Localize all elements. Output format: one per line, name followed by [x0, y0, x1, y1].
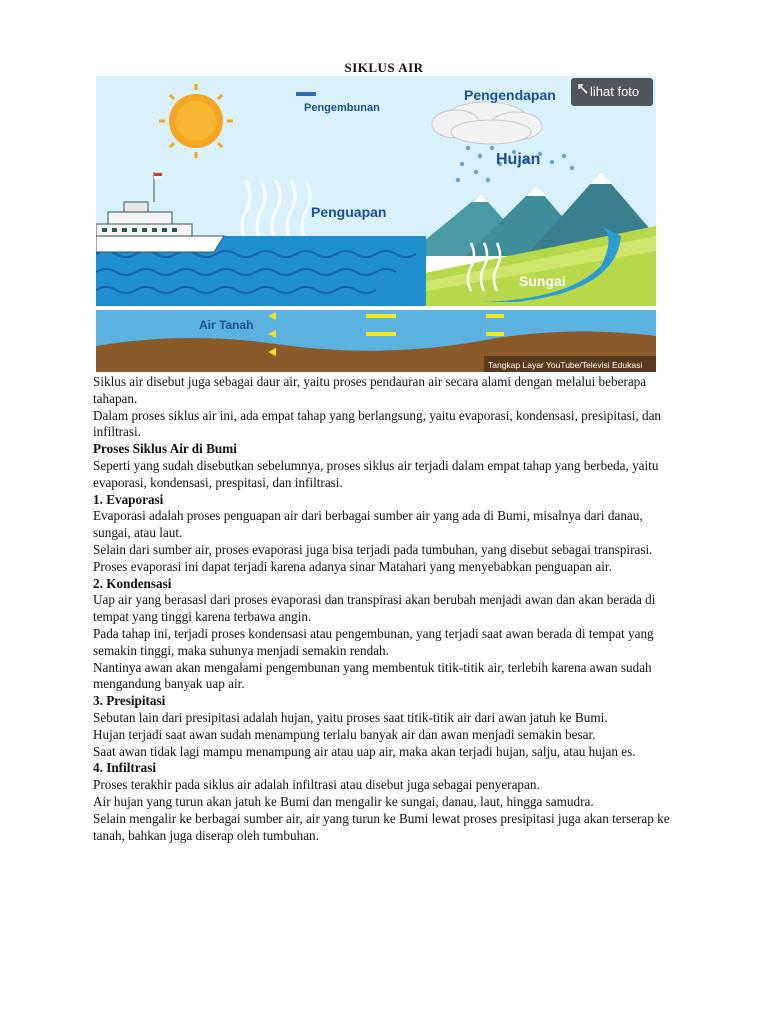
condensation-marker	[296, 92, 316, 96]
water-cycle-illustration	[96, 76, 656, 372]
section-heading: 2. Kondensasi	[93, 575, 172, 591]
label-air-tanah: Air Tanah	[199, 318, 254, 332]
paragraph: Evaporasi adalah proses penguapan air dari berbagai sumber air yang ada di Bumi, misalnya dari danau, sungai, atau laut.	[93, 508, 643, 541]
label-hujan: Hujan	[496, 151, 541, 168]
view-photo-button[interactable]	[571, 78, 653, 106]
water-cycle-svg	[96, 76, 656, 372]
section-heading: 4. Infiltrasi	[93, 760, 157, 776]
paragraph: Saat awan tidak lagi mampu menampung air atau uap air, maka akan terjadi hujan, salju, atau hujan es.	[93, 743, 636, 759]
paragraph: Selain mengalir ke berbagai sumber air, air yang turun ke Bumi lewat proses presipitasi juga akan terserap ke tanah, bahkan juga diserap oleh tumbuhan.	[93, 810, 670, 843]
paragraph: Uap air yang berasasl dari proses evaporasi dan transpirasi akan berubah menjadi awan dan akan berada di tempat yang tinggi karena terbawa angin.	[93, 592, 656, 625]
label-pengendapan: Pengendapan	[464, 87, 556, 103]
section-heading: 1. Evaporasi	[93, 491, 164, 507]
label-penguapan: Penguapan	[311, 204, 387, 220]
image-credit: Tangkap Layar YouTube/Televisi Edukasi	[488, 360, 643, 370]
paragraph: Pada tahap ini, terjadi proses kondensasi atau pengembunan, yang terjadi saat awan berada di tempat yang semakin tinggi, maka suhunya menjadi semakin rendah.	[93, 625, 654, 658]
section-heading: 3. Presipitasi	[93, 693, 166, 709]
article-body	[93, 374, 683, 844]
paragraph: Proses terakhir pada siklus air adalah infiltrasi atau disebut juga sebagai penyerapan.	[93, 777, 540, 793]
paragraph: Seperti yang sudah disebutkan sebelumnya, proses siklus air terjadi dalam empat tahap yang berbeda, yaitu evaporasi, kondensasi, prespitasi, dan infiltrasi.	[93, 457, 659, 490]
section-heading: Proses Siklus Air di Bumi	[93, 441, 237, 457]
paragraph: Air hujan yang turun akan jatuh ke Bumi dan mengalir ke sungai, danau, laut, hingga samudra.	[93, 793, 594, 809]
sun-icon	[159, 84, 233, 158]
label-pengembunan: Pengembunan	[304, 102, 380, 114]
view-photo-label: lihat foto	[590, 84, 640, 99]
paragraph: Sebutan lain dari presipitasi adalah hujan, yaitu proses saat titik-titik air dari awan jatuh ke Bumi.	[93, 709, 608, 725]
paragraph: Dalam proses siklus air ini, ada empat tahap yang berlangsung, yaitu evaporasi, kondensasi, presipitasi, dan infiltrasi.	[93, 407, 662, 440]
paragraph: Siklus air disebut juga sebagai daur air, yaitu proses pendauran air secara alami dengan melalui beberapa tahapan.	[93, 374, 647, 406]
label-sungai: Sungai	[519, 273, 566, 289]
paragraph: Hujan terjadi saat awan sudah menampung terlalu banyak air dan awan menjadi semakin besar.	[93, 726, 596, 742]
paragraph: Selain dari sumber air, proses evaporasi juga bisa terjadi pada tumbuhan, yang disebut sebagai transpirasi.	[93, 541, 653, 557]
document-title: SIKLUS AIR	[344, 60, 424, 75]
paragraph: Nantinya awan akan mengalami pengembunan yang membentuk titik-titik air, terlebih karena awan sudah mengandung banyak uap air.	[93, 659, 652, 692]
paragraph: Proses evaporasi ini dapat terjadi karena adanya sinar Matahari yang menyebabkan penguapan air.	[93, 558, 612, 574]
